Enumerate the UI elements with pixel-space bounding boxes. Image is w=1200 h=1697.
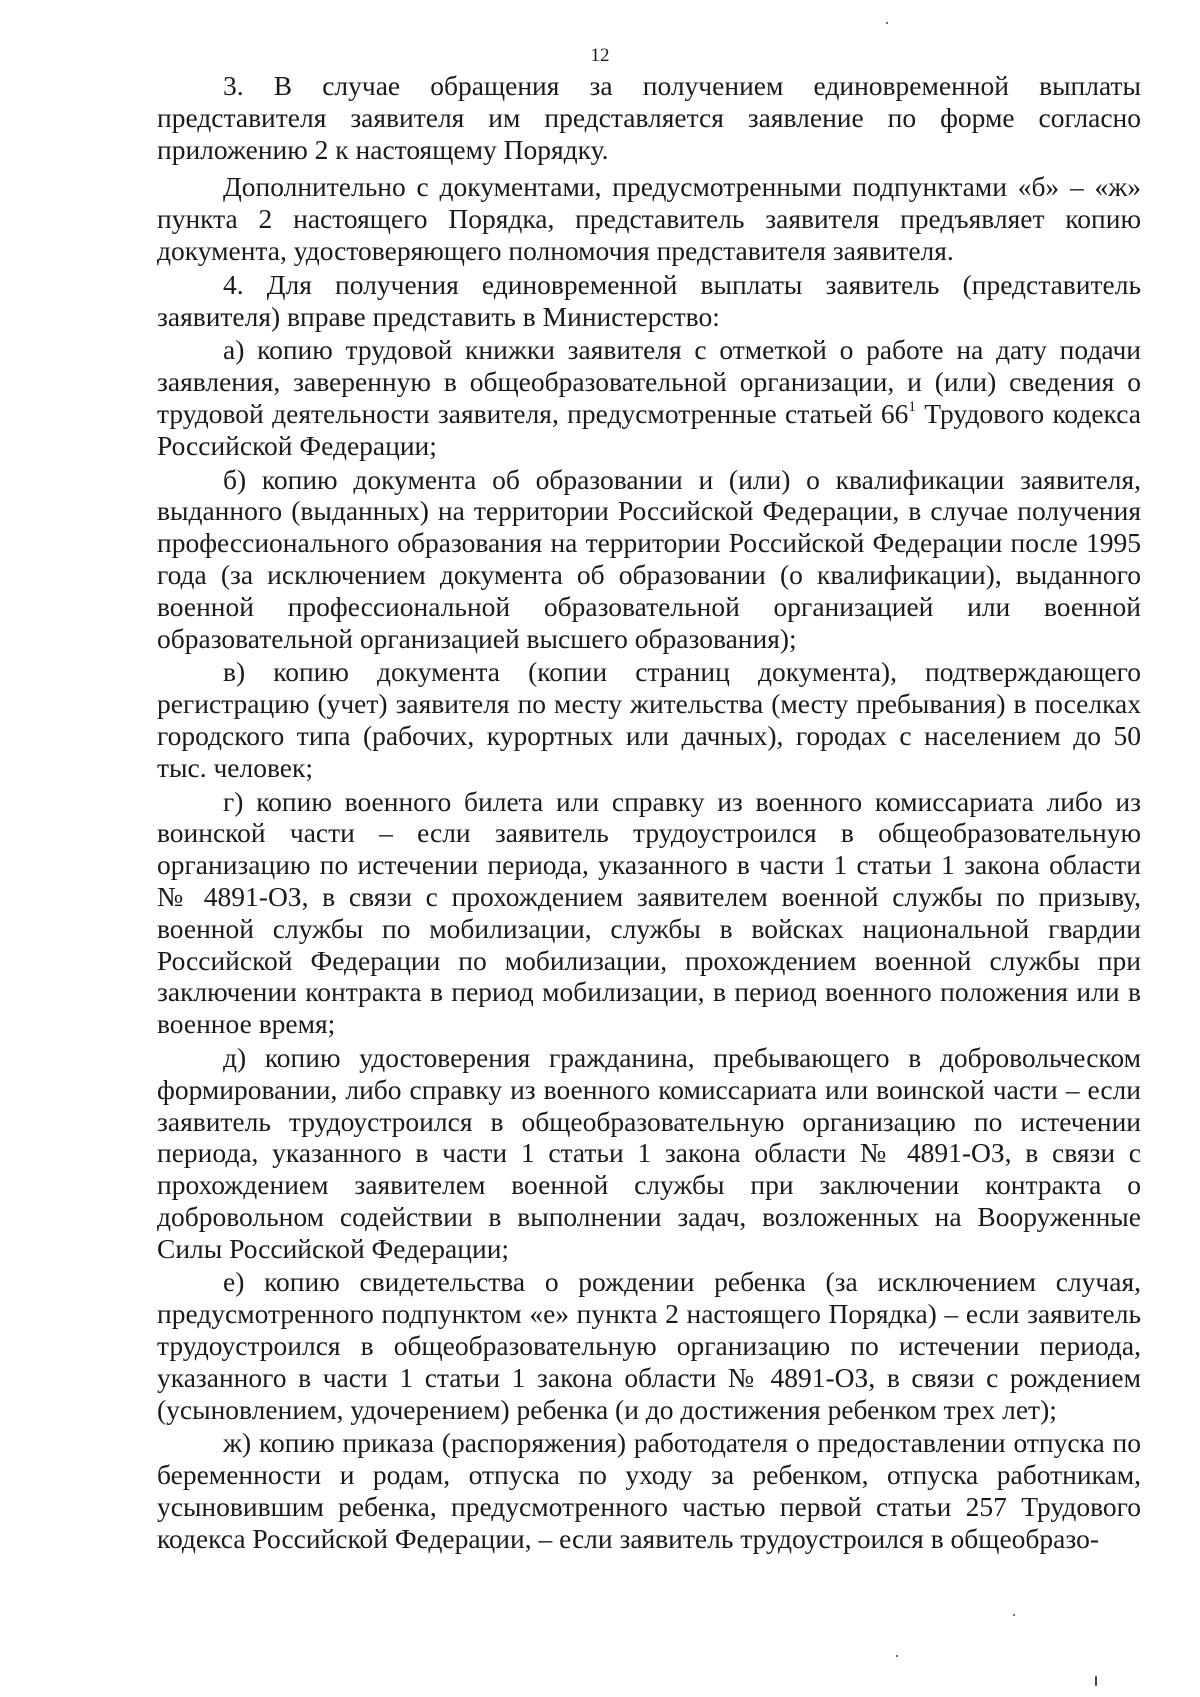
subitem-a [157,334,1141,461]
subitem-a-text: а) копию трудовой книжки заявителя с отметкой о работе на дату подачи заявления, заверенную в общеобразовательной организации, и (или) сведения о трудовой деятельности заявителя, предусмотренные статьей 66 [157,334,1141,429]
subitem-v: в) копию документа (копии страниц документа), подтверждающего регистрацию (учет) заявителя по месту жительства (месту пребывания) в поселках городского типа (рабочих, курортных или дачных), городах с населением до 50 тыс. человек; [157,656,1141,783]
paragraph-3: 3. В случае обращения за получением единовременной выплаты представителя заявителя им представляется заявление по форме согласно приложению 2 к настоящему Порядку. [157,70,1141,165]
subitem-e: е) копию свидетельства о рождении ребенка (за исключением случая, предусмотренного подпунктом «е» пункта 2 настоящего Порядка) – если заявитель трудоустроился в общеобразовательную организацию по истечении периода, указанного в части 1 статьи 1 закона области № 4891-ОЗ, в связи с рождением (усыновлением, удочерением) ребенка (и до достижения ребенком трех лет); [157,1266,1141,1425]
scan-speck [1095,1676,1097,1686]
subitem-g: г) копию военного билета или справку из военного комиссариата либо из воинской части – если заявитель трудоустроился в общеобразовательную организацию по истечении периода, указанного в части 1 статьи 1 закона области № 4891-ОЗ, в связи с прохождением заявителем военной службы по призыву, военной службы по мобилизации, службы в войсках национальной гвардии Российской Федерации по мобилизации, прохождением военной службы при заключении контракта в период мобилизации, в период военного положения или в военное время; [157,785,1141,1040]
paragraph-3-representative-docs: Дополнительно с документами, предусмотренными подпунктами «б» – «ж» пункта 2 настоящего Порядка, представитель заявителя предъявляет копию документа, удостоверяющего полномочия представителя заявителя. [157,171,1141,266]
scan-speck [1013,1614,1015,1616]
subitem-d: д) копию удостоверения гражданина, пребывающего в добровольческом формировании, либо справку из военного комиссариата или воинской части – если заявитель трудоустроился в общеобразовательную организацию по истечении периода, указанного в части 1 статьи 1 закона области № 4891-ОЗ, в связи с прохождением заявителем военной службы при заключении контракта о добровольном содействии в выполнении задач, возложенных на Вооруженные Силы Российской Федерации; [157,1041,1141,1264]
document-body [157,70,1141,1555]
scan-speck [886,22,888,24]
page-number: 12 [590,45,610,66]
subitem-a-superscript: 1 [908,398,916,415]
subitem-zh: ж) копию приказа (распоряжения) работодателя о предоставлении отпуска по беременности и родам, отпуска по уходу за ребенком, отпуска работникам, усыновившим ребенка, предусмотренного частью первой статьи 257 Трудового кодекса Российской Федерации, – если заявитель трудоустроился в общеобразо- [157,1427,1141,1554]
subitem-b: б) копию документа об образовании и (или) о квалификации заявителя, выданного (выданных) на территории Российской Федерации, в случае получения профессионального образования на территории Российской Федерации после 1995 года (за исключением документа об образовании (о квалификации), выданного военной профессиональной образовательной организацией или военной образовательной организацией высшего образования); [157,463,1141,654]
scan-speck [896,1655,898,1657]
paragraph-4: 4. Для получения единовременной выплаты заявитель (представитель заявителя) вправе представить в Министерство: [157,268,1141,332]
subitem-a-text-end: Трудового кодекса Российской Федерации; [157,397,1141,461]
